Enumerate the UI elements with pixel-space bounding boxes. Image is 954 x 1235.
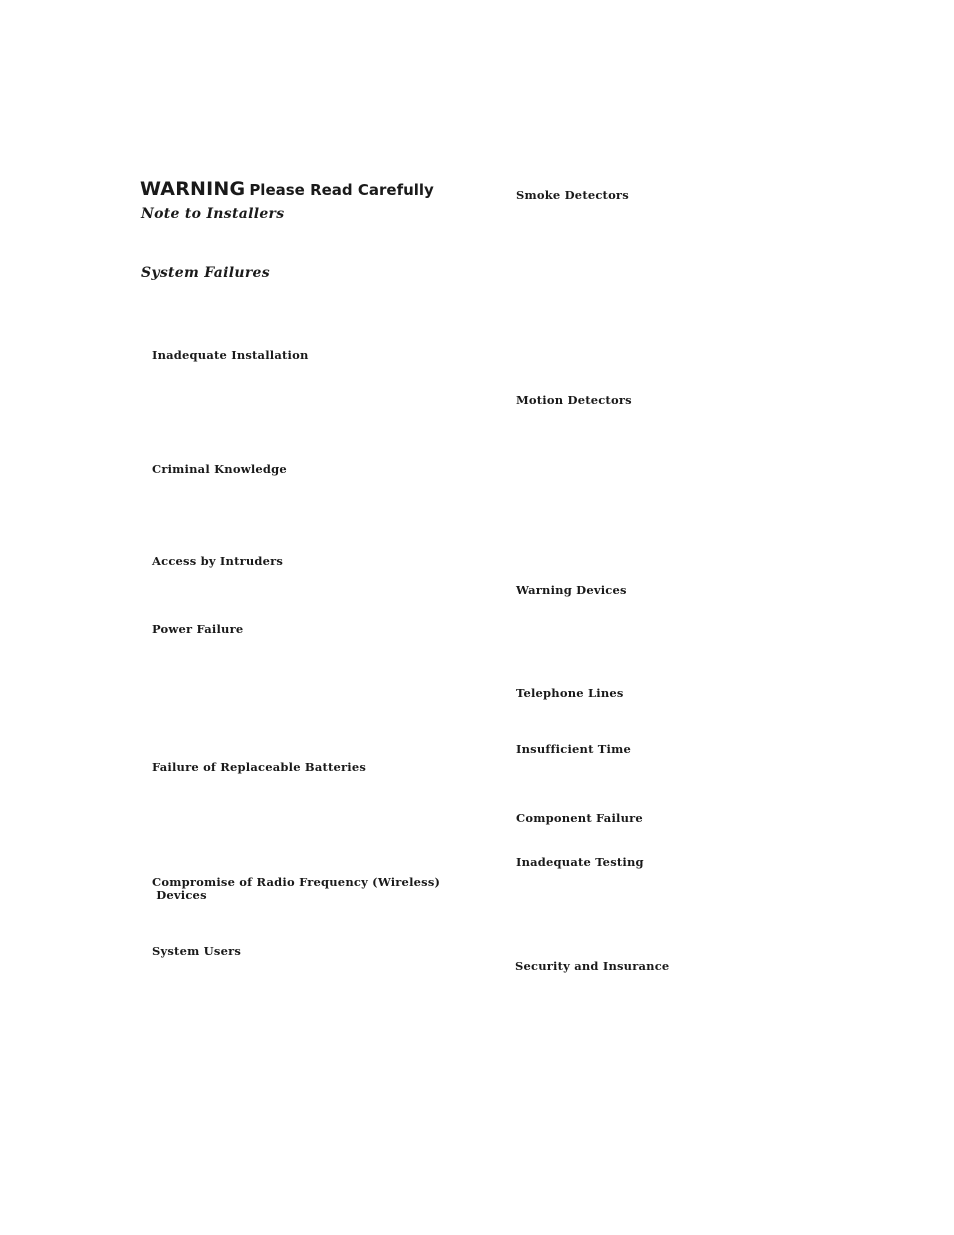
inadequate-testing-heading: Inadequate Testing xyxy=(516,855,644,869)
compromise-radio-frequency-heading: Compromise of Radio Frequency (Wireless) xyxy=(152,875,441,889)
system-users-heading: System Users xyxy=(152,944,242,958)
inadequate-installation-heading: Inadequate Installation xyxy=(152,348,309,362)
security-and-insurance-heading: Security and Insurance xyxy=(515,959,670,973)
system-failures-heading: System Failures xyxy=(141,265,270,281)
warning-heading xyxy=(140,178,434,200)
warning-devices-heading: Warning Devices xyxy=(516,583,627,597)
component-failure-heading: Component Failure xyxy=(516,811,643,825)
smoke-detectors-heading: Smoke Detectors xyxy=(516,188,629,202)
warning-subtitle: Please Read Carefully xyxy=(249,181,434,199)
telephone-lines-heading: Telephone Lines xyxy=(516,686,624,700)
note-to-installers-heading: Note to Installers xyxy=(141,206,285,222)
access-by-intruders-heading: Access by Intruders xyxy=(152,554,284,568)
criminal-knowledge-heading: Criminal Knowledge xyxy=(152,462,287,476)
power-failure-heading: Power Failure xyxy=(152,622,244,636)
failure-of-replaceable-batteries-heading: Failure of Replaceable Batteries xyxy=(152,760,367,774)
motion-detectors-heading: Motion Detectors xyxy=(516,393,632,407)
insufficient-time-heading: Insufficient Time xyxy=(516,742,632,756)
warning-label: WARNING xyxy=(140,178,246,200)
compromise-radio-frequency-heading-line2: Devices xyxy=(152,888,207,902)
